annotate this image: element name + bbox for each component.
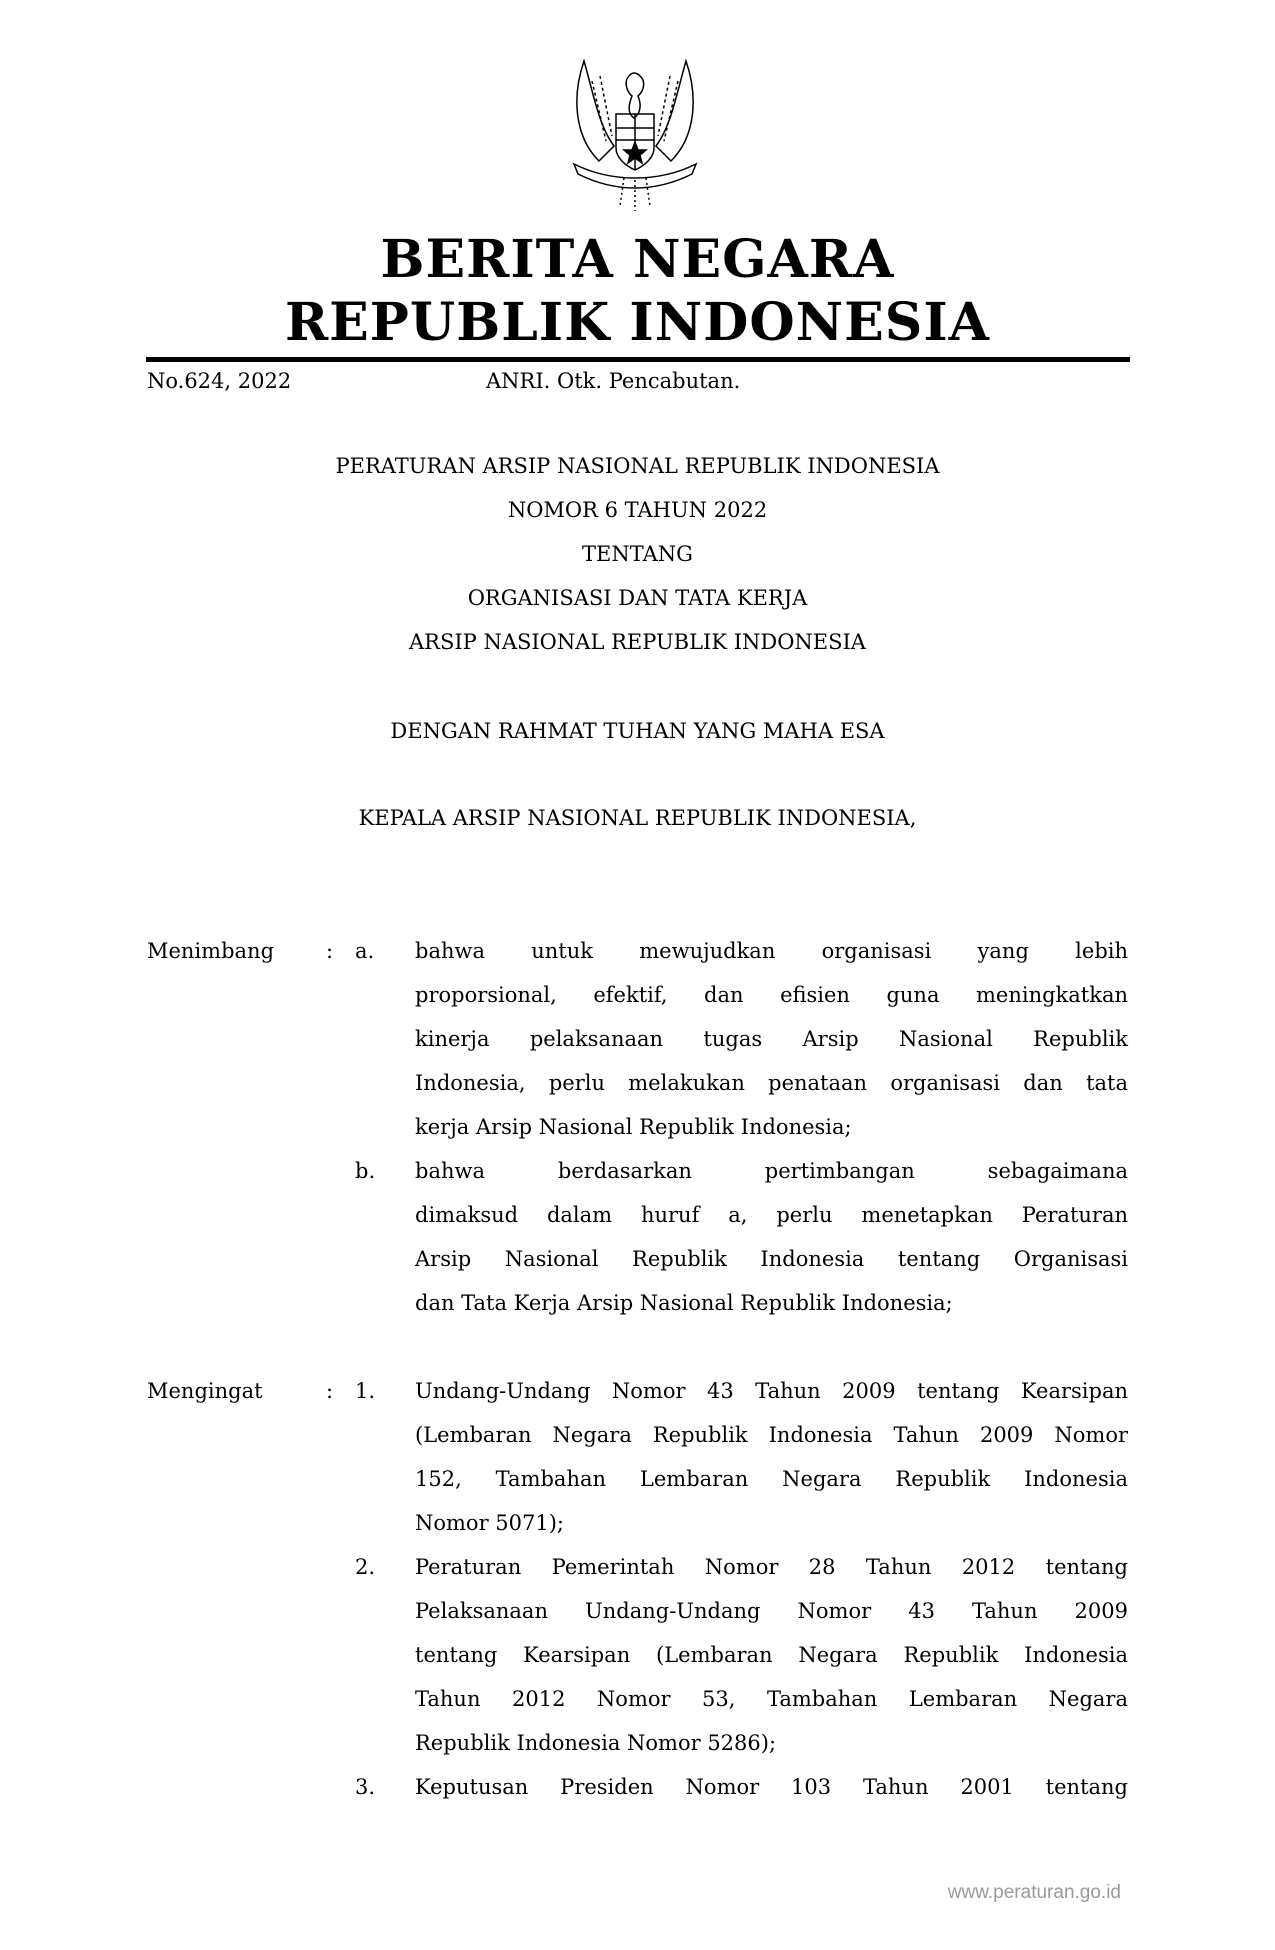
mengingat-item-1 [147,1369,1130,1545]
text-line: Peraturan Pemerintah Nomor 28 Tahun 2012 tentang [415,1555,1128,1579]
section-label: Menimbang [147,939,275,963]
text-line: 152, Tambahan Lembaran Negara Republik Indonesia [415,1467,1128,1491]
authority: KEPALA ARSIP NASIONAL REPUBLIK INDONESIA, [358,806,917,830]
text-line: kinerja pelaksanaan tugas Arsip Nasional Republik [415,1027,1128,1051]
text-line: Undang-Undang Nomor 43 Tahun 2009 tentang Kearsipan [415,1379,1128,1403]
text-line: dimaksud dalam huruf a, perlu menetapkan Peraturan [415,1203,1128,1227]
item-marker: 1. [355,1379,376,1403]
item-text [415,1545,1128,1765]
regulation-title-line5: ARSIP NASIONAL REPUBLIK INDONESIA [409,630,866,654]
item-marker: 2. [355,1555,376,1579]
masthead-divider [146,357,1130,362]
section-colon: : [326,1379,334,1403]
text-line: dan Tata Kerja Arsip Nasional Republik Indonesia; [415,1291,953,1315]
text-line: Tahun 2012 Nomor 53, Tambahan Lembaran Negara [415,1687,1128,1711]
mengingat-item-3 [147,1765,1130,1809]
item-text [415,1149,1128,1325]
text-line: Nomor 5071); [415,1511,564,1535]
invocation: DENGAN RAHMAT TUHAN YANG MAHA ESA [390,719,885,743]
regulation-title-line2: NOMOR 6 TAHUN 2022 [507,498,768,522]
regulation-title-line4: ORGANISASI DAN TATA KERJA [467,586,808,610]
mengingat-item-2 [147,1545,1130,1765]
text-line: Indonesia, perlu melakukan penataan organisasi dan tata [415,1071,1128,1095]
item-text [415,1765,1128,1809]
regulation-title-line3: TENTANG [582,542,693,566]
masthead-title-line1: BERITA NEGARA [380,229,895,290]
text-line: proporsional, efektif, dan efisien guna meningkatkan [415,983,1128,1007]
regulation-title-line1: PERATURAN ARSIP NASIONAL REPUBLIK INDONESIA [335,454,940,478]
item-text [415,929,1128,1149]
text-line: Keputusan Presiden Nomor 103 Tahun 2001 tentang [415,1775,1128,1799]
text-line: tentang Kearsipan (Lembaran Negara Republik Indonesia [415,1643,1128,1667]
item-marker: b. [355,1159,376,1183]
section-colon: : [326,939,334,963]
garuda-emblem-icon [554,56,716,214]
section-label: Mengingat [147,1379,263,1403]
text-line: Arsip Nasional Republik Indonesia tentang Organisasi [415,1247,1128,1271]
gazette-number: No.624, 2022 [147,369,292,393]
text-line: bahwa berdasarkan pertimbangan sebagaimana [415,1159,1128,1183]
text-line: Republik Indonesia Nomor 5286); [415,1731,777,1755]
mengingat-section [147,1369,1130,1809]
item-text [415,1369,1128,1545]
text-line: (Lembaran Negara Republik Indonesia Tahun 2009 Nomor [415,1423,1128,1447]
website-watermark: www.peraturan.go.id [947,1882,1121,1903]
item-marker: a. [355,939,375,963]
menimbang-section [147,929,1130,1325]
text-line: bahwa untuk mewujudkan organisasi yang lebih [415,939,1128,963]
text-line: Pelaksanaan Undang-Undang Nomor 43 Tahun 2009 [415,1599,1128,1623]
item-marker: 3. [355,1775,376,1799]
text-line: kerja Arsip Nasional Republik Indonesia; [415,1115,852,1139]
masthead-title-line2: REPUBLIK INDONESIA [284,292,991,353]
menimbang-item-b [147,1149,1130,1325]
menimbang-item-a [147,929,1130,1149]
gazette-subject: ANRI. Otk. Pencabutan. [486,369,741,393]
